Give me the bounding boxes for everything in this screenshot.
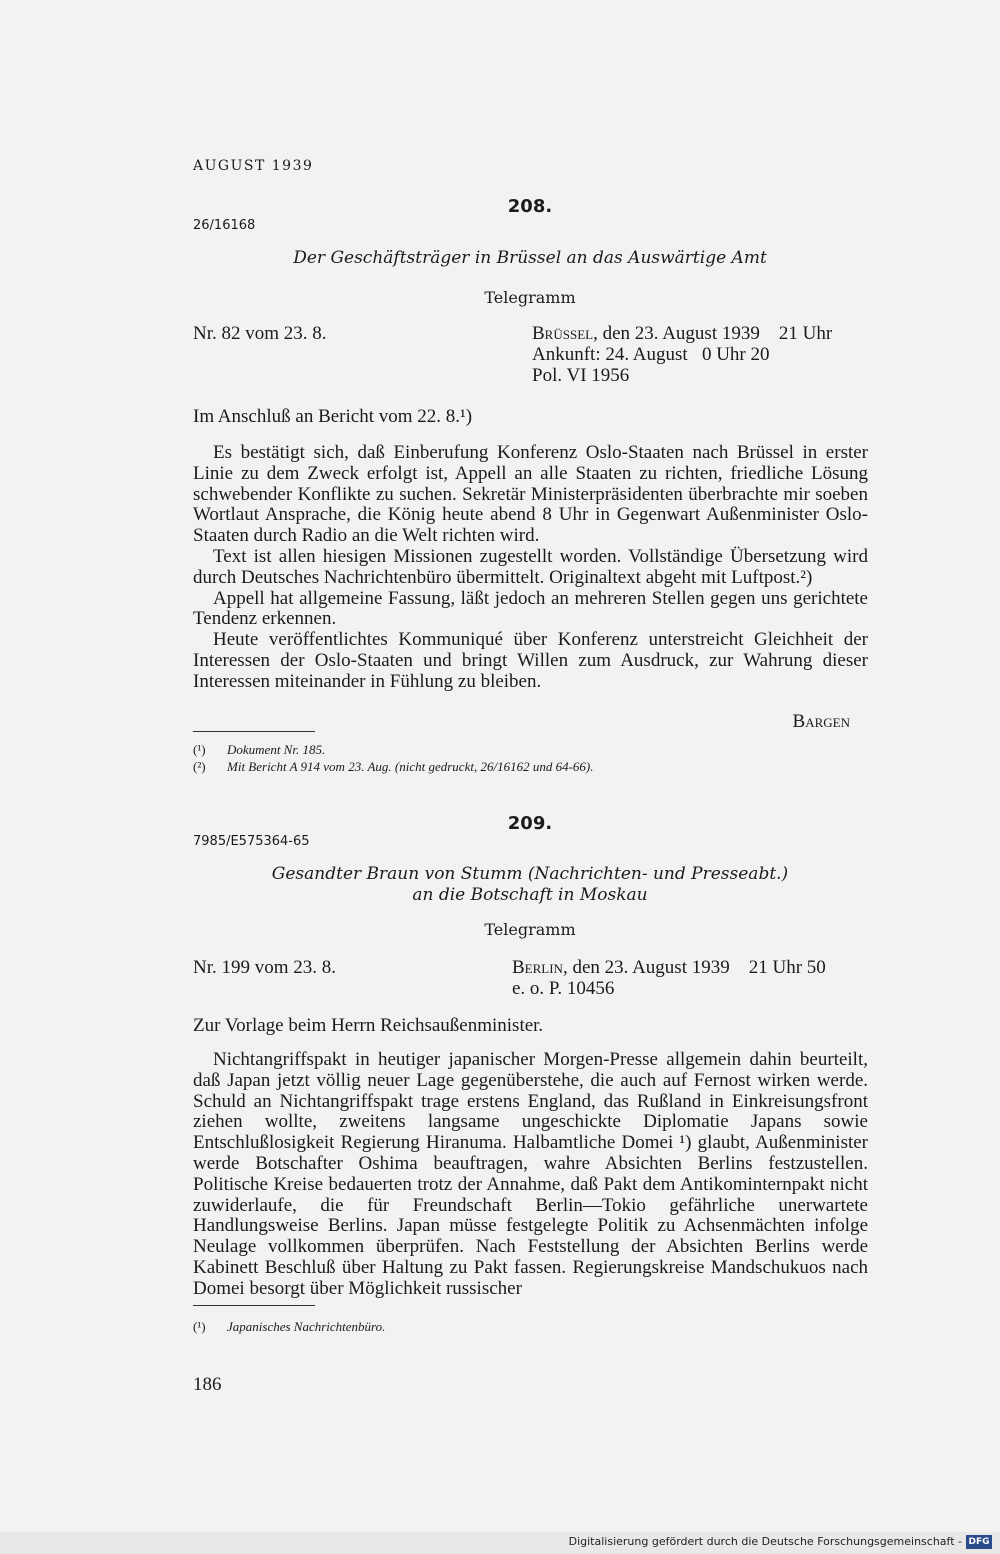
- paragraph: Text ist allen hiesigen Missionen zugestellt worden. Vollständige Übersetzung wird durch Deutsches Nachrichtenbüro übermittelt. Originaltext abgeht mit Luftpost.²): [193, 545, 868, 588]
- telegram-reference: Nr. 199 vom 23. 8.: [193, 957, 337, 978]
- arrival-time: Ankunft: 24. August 0 Uhr 20: [532, 344, 770, 365]
- footnote: (¹) Dokument Nr. 185.: [193, 742, 326, 757]
- document-title: Der Geschäftsträger in Brüssel an das Auswärtige Amt: [293, 248, 767, 268]
- page-number: 186: [193, 1374, 222, 1395]
- running-title: AUGUST 1939: [193, 158, 314, 174]
- telegram-dateline: [532, 323, 872, 386]
- intro-line: Zur Vorlage beim Herrn Reichsaußenminister.: [193, 1015, 544, 1036]
- archive-code: 7985/E575364-65: [193, 834, 310, 849]
- intro-line: Im Anschluß an Bericht vom 22. 8.¹): [193, 406, 473, 427]
- document-type: Telegramm: [484, 288, 576, 307]
- document-title-line2: an die Botschaft in Moskau: [412, 885, 648, 905]
- signature: Bargen: [792, 711, 850, 732]
- footnote: (²) Mit Bericht A 914 vom 23. Aug. (nicht gedruckt, 26/16162 und 64-66).: [193, 759, 594, 774]
- eop-reference: e. o. P. 10456: [512, 978, 615, 999]
- document-number: 209.: [507, 813, 553, 834]
- document-number: 208.: [507, 196, 553, 217]
- footnotes: [193, 741, 868, 775]
- document-body: [193, 1050, 868, 1300]
- paragraph: Nichtangriffspakt in heutiger japanischer Morgen-Presse allgemein dahin beurteilt, daß Japan jetzt völlig neuer Lage gegenüberstehe, die auch auf Fernost wirken werde. Schuld an Nichtangriffspakt trage erstens England, das Rußland in Einkreisungsfront ziehen wollte, zweitens langsame ungeschickte Diplomatie Japans sowie Entschlußlosigkeit Regierung Hiranuma. Halbamtliche Domei ¹) glaubt, Außenminister werde Botschafter Oshima beauftragen, wahre Absichten Berlins festzustellen. Politische Kreise bedauerten trotz der Annahme, daß Pakt dem Antikominternpakt nicht zuwiderlaufe, die für Freundschaft Berlin—Tokio gefährliche unerwartete Handlungsweise Berlins. Japan müsse festgelegte Politik zu Achsenmächten infolge Neulage vollkommen überprüfen. Nach Feststellung der Absichten Berlins werde Kabinett Beschluß über Haltung zu Pakt fassen. Regierungskreise Mandschukuos nach Domei besorgt über Möglichkeit russischer: [193, 1049, 868, 1299]
- dfg-logo: DFG: [966, 1535, 992, 1549]
- archive-code: 26/16168: [193, 218, 256, 233]
- paragraph: Heute veröffentlichtes Kommuniqué über Konferenz unterstreicht Gleichheit der Interessen der Oslo-Staaten und bringt Willen zum Ausdruck, zur Wahrung dieser Interessen miteinander in Fühlung zu bleiben.: [193, 629, 868, 692]
- paragraph: Es bestätigt sich, daß Einberufung Konferenz Oslo-Staaten nach Brüssel in erster Linie zu dem Zweck erfolgt ist, Appell an alle Staaten zu richten, friedliche Lösung schwebender Konflikte zu suchen. Sekretär Ministerpräsidenten überbrachte mir soeben Wortlaut Ansprache, die König heute abend 8 Uhr in Gegenwart Außenminister Oslo-Staaten durch Radio an die Welt richten wird.: [193, 442, 868, 547]
- document-title: Gesandter Braun von Stumm (Nachrichten- und Presseabt.): [271, 864, 789, 884]
- footnote-divider: [193, 1305, 315, 1306]
- pol-reference: Pol. VI 1956: [532, 365, 630, 386]
- document-type: Telegramm: [484, 920, 576, 939]
- place-date: , den 23. August 1939 21 Uhr: [593, 323, 833, 344]
- footer-credit: Digitalisierung gefördert durch die Deutsche Forschungsgemeinschaft -: [568, 1535, 962, 1548]
- place-date: , den 23. August 1939 21 Uhr 50: [562, 957, 826, 978]
- document-body: [193, 443, 868, 693]
- telegram-reference: Nr. 82 vom 23. 8.: [193, 323, 327, 344]
- footnote: (¹) Japanisches Nachrichtenbüro.: [193, 1319, 386, 1334]
- place-city: Berlin: [512, 957, 563, 978]
- footnote-divider: [193, 731, 315, 732]
- paragraph: Appell hat allgemeine Fassung, läßt jedoch an mehreren Stellen gegen uns gerichtete Tendenz erkennen.: [193, 587, 868, 630]
- telegram-dateline: [512, 957, 882, 999]
- place-city: Brüssel: [532, 323, 594, 344]
- footnotes: [193, 1318, 868, 1335]
